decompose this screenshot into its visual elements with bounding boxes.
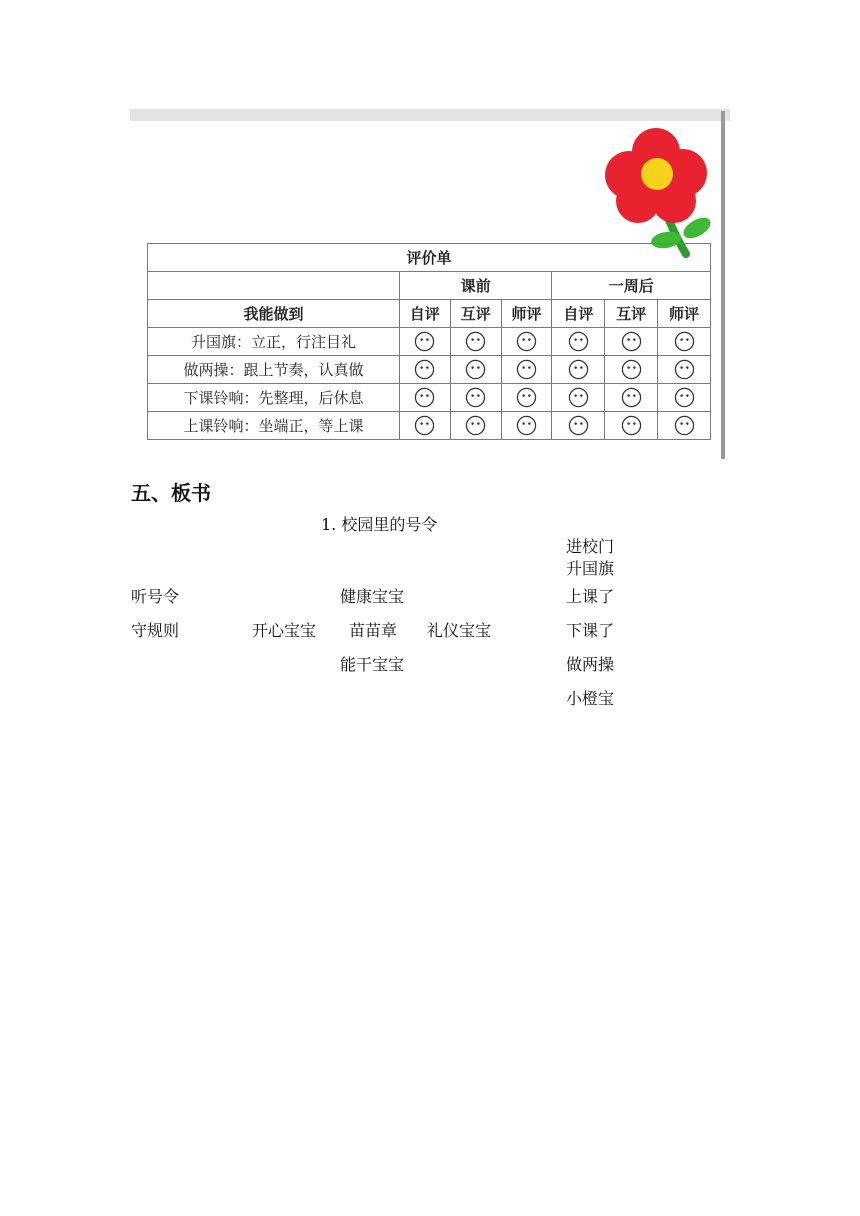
row-item-label: 升国旗：立正，行注目礼	[148, 328, 400, 356]
face-cell	[450, 384, 501, 412]
face-cell	[658, 356, 711, 384]
face-cell	[605, 356, 658, 384]
board-subtitle: 1. 校园里的号令	[321, 515, 438, 534]
face-cell	[501, 384, 552, 412]
board-left-item: 听号令	[131, 587, 180, 606]
face-cell	[605, 412, 658, 440]
face-cell	[552, 384, 605, 412]
smiley-face-icon	[621, 415, 642, 436]
table-row	[148, 328, 711, 356]
row-item-label: 做两操：跟上节奏，认真做	[148, 356, 400, 384]
face-cell	[501, 356, 552, 384]
row-item-label: 下课铃响：先整理，后休息	[148, 384, 400, 412]
smiley-face-icon	[621, 387, 642, 408]
face-cell	[399, 384, 450, 412]
role-header: 互评	[605, 300, 658, 328]
role-header: 师评	[658, 300, 711, 328]
smiley-face-icon	[516, 415, 537, 436]
board-center-item: 开心宝宝	[252, 621, 317, 640]
board-right-item: 进校门	[566, 537, 615, 556]
face-cell	[552, 356, 605, 384]
table-row	[148, 356, 711, 384]
face-cell	[658, 412, 711, 440]
board-center-item: 健康宝宝	[340, 587, 405, 606]
face-cell	[658, 328, 711, 356]
smiley-face-icon	[414, 359, 435, 380]
smiley-face-icon	[465, 359, 486, 380]
blank-header-cell	[148, 272, 400, 300]
item-header: 我能做到	[148, 300, 400, 328]
board-left-item: 守规则	[131, 621, 180, 640]
face-cell	[450, 412, 501, 440]
slide-right-border	[721, 111, 725, 459]
face-cell	[399, 412, 450, 440]
smiley-face-icon	[516, 359, 537, 380]
role-header: 自评	[399, 300, 450, 328]
smiley-face-icon	[465, 331, 486, 352]
table-row	[148, 384, 711, 412]
face-cell	[501, 412, 552, 440]
role-header: 自评	[552, 300, 605, 328]
smiley-face-icon	[516, 387, 537, 408]
face-cell	[399, 356, 450, 384]
smiley-face-icon	[568, 331, 589, 352]
face-cell	[399, 328, 450, 356]
smiley-face-icon	[568, 415, 589, 436]
period-after-header: 一周后	[552, 272, 711, 300]
evaluation-table	[147, 243, 711, 440]
row-item-label: 上课铃响：坐端正，等上课	[148, 412, 400, 440]
face-cell	[552, 412, 605, 440]
face-cell	[658, 384, 711, 412]
smiley-face-icon	[674, 387, 695, 408]
evaluation-slide-image	[130, 109, 730, 459]
smiley-face-icon	[674, 359, 695, 380]
board-center-item: 苗苗章	[349, 621, 398, 640]
smiley-face-icon	[674, 415, 695, 436]
face-cell	[605, 384, 658, 412]
smiley-face-icon	[414, 387, 435, 408]
flower-icon	[600, 121, 720, 261]
smiley-face-icon	[621, 359, 642, 380]
board-right-item: 下课了	[566, 621, 615, 640]
board-right-item: 升国旗	[566, 559, 615, 578]
board-right-item: 做两操	[566, 655, 615, 674]
board-center-item: 能干宝宝	[340, 655, 405, 674]
role-header: 互评	[450, 300, 501, 328]
smiley-face-icon	[414, 331, 435, 352]
slide-top-border	[130, 109, 730, 121]
smiley-face-icon	[568, 359, 589, 380]
smiley-face-icon	[465, 415, 486, 436]
section-heading: 五、板书	[131, 481, 211, 505]
board-center-item: 礼仪宝宝	[427, 621, 492, 640]
face-cell	[552, 328, 605, 356]
face-cell	[501, 328, 552, 356]
face-cell	[450, 328, 501, 356]
table-row	[148, 412, 711, 440]
board-right-item: 上课了	[566, 587, 615, 606]
smiley-face-icon	[465, 387, 486, 408]
smiley-face-icon	[414, 415, 435, 436]
smiley-face-icon	[621, 331, 642, 352]
face-cell	[450, 356, 501, 384]
smiley-face-icon	[568, 387, 589, 408]
period-before-header: 课前	[399, 272, 552, 300]
face-cell	[605, 328, 658, 356]
board-right-item: 小橙宝	[566, 689, 615, 708]
smiley-face-icon	[516, 331, 537, 352]
role-header: 师评	[501, 300, 552, 328]
table-title: 评价单	[148, 244, 711, 272]
smiley-face-icon	[674, 331, 695, 352]
